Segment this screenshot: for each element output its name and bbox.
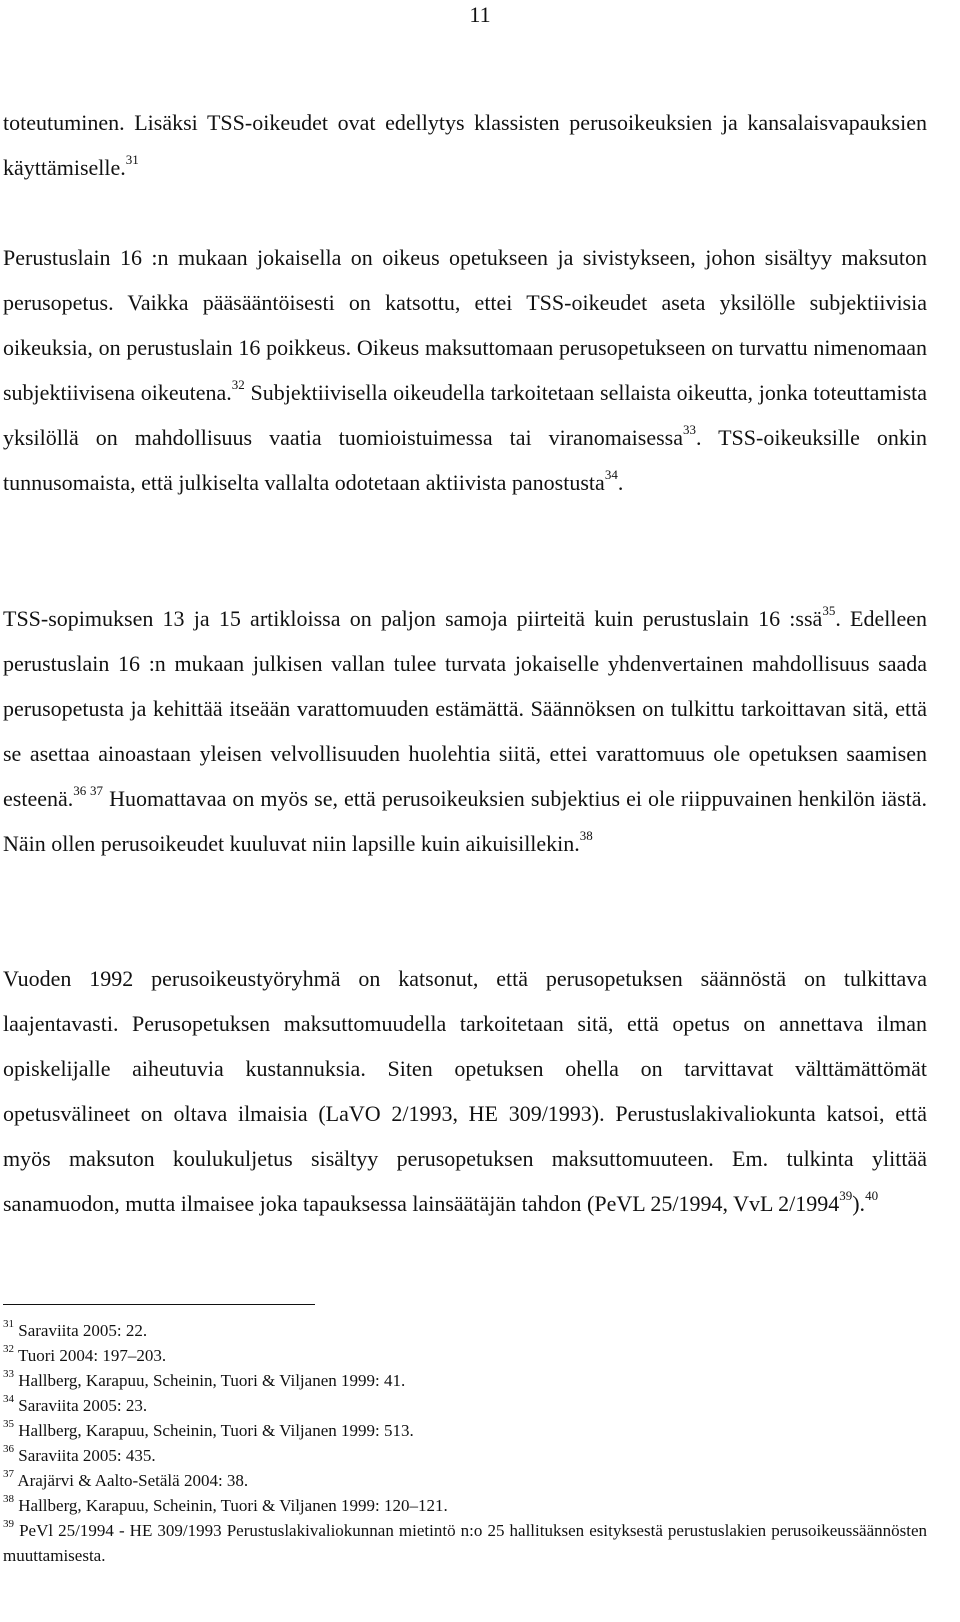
text-run: .: [617, 470, 624, 495]
footnote-reference: 32: [231, 376, 245, 392]
paragraph-text: [3, 235, 927, 505]
footnote: [3, 1443, 927, 1468]
body-paragraph: [3, 596, 927, 866]
footnote-reference: 38: [579, 827, 593, 843]
text-run: toteutuminen. Lisäksi TSS-oikeudet ovat edellytys klassisten perusoikeuksien ja kansalaisvapauksien käyttämiselle.: [3, 110, 927, 180]
footnote-number: 34: [3, 1393, 14, 1406]
footnote-reference: 31: [125, 151, 139, 167]
footnote-separator: [3, 1304, 315, 1305]
text-run: . TSS-oikeuksille onkin tunnusomaista, että julkiselta vallalta odotetaan aktiivista panostusta: [3, 425, 927, 495]
footnote-reference: 36 37: [73, 782, 104, 798]
footnote-number: 36: [3, 1443, 14, 1456]
footnote-number: 31: [3, 1318, 14, 1331]
footnote-reference: 34: [604, 466, 618, 482]
body-paragraph: [3, 100, 927, 190]
footnote-text: Arajärvi & Aalto-Setälä 2004: 38.: [17, 1471, 249, 1490]
body-paragraph: [3, 956, 927, 1226]
paragraph-text: [3, 956, 927, 1226]
footnote-reference: 35: [822, 602, 836, 618]
text-run: . Edelleen perustuslain 16 :n mukaan julkisen vallan tulee turvata jokaiselle yhdenvertainen mahdollisuus saada perusopetusta ja kehittää itseään varattomuuden estämättä. Säännöksen on tulkittu tarkoittavan sitä, että se asettaa ainoastaan yleisen velvollisuuden huolehtia siitä, ettei varattomuus ole opetuksen saamisen esteenä.: [3, 606, 927, 811]
footnote-number: 33: [3, 1368, 14, 1381]
text-run: Vuoden 1992 perusoikeustyöryhmä on katsonut, että perusopetuksen säännöstä on tulkittava laajentavasti. Perusopetuksen maksuttomuudella tarkoitetaan sitä, että opetus on annettava ilman opiskelijalle aiheutuvia kustannuksia. Siten opetuksen ohella on tarvittavat välttämättömät opetusvälineet on oltava ilmaisia (LaVO 2/1993, HE 309/1993). Perustuslakivaliokunta katsoi, että myös maksuton koulukuljetus sisältyy perusopetuksen maksuttomuuteen. Em. tulkinta ylittää sanamuodon, mutta ilmaisee joka tapauksessa lainsäätäjän tahdon (PeVL 25/1994, VvL 2/1994: [3, 966, 927, 1216]
footnote: [3, 1318, 927, 1343]
footnote-text: Hallberg, Karapuu, Scheinin, Tuori & Viljanen 1999: 513.: [18, 1421, 414, 1440]
footnote-reference: 33: [683, 421, 697, 437]
body-paragraph: [3, 235, 927, 505]
footnote: [3, 1468, 927, 1493]
paragraph-text: [3, 100, 927, 190]
footnote-text: Saraviita 2005: 23.: [18, 1396, 148, 1415]
paragraph-text: [3, 596, 927, 866]
footnote-number: 32: [3, 1343, 14, 1356]
text-run: Subjektiivisella oikeudella tarkoitetaan sellaista oikeutta, jonka toteuttamista yksilöllä on mahdollisuus vaatia tuomioistuimessa tai viranomaisessa: [3, 380, 928, 450]
footnote: [3, 1493, 927, 1518]
footnote: [3, 1518, 927, 1568]
footnote: [3, 1418, 927, 1443]
text-run: Perustuslain 16 :n mukaan jokaisella on oikeus opetukseen ja sivistykseen, johon sisältyy maksuton perusopetus. Vaikka pääsääntöisesti on katsottu, ettei TSS-oikeudet aseta yksilölle subjektiivisia oikeuksia, on perustuslain 16 poikkeus. Oikeus maksuttomaan perusopetukseen on turvattu nimenomaan subjektiivisena oikeutena.: [3, 245, 927, 405]
text-run: Huomattavaa on myös se, että perusoikeuksien subjektius ei ole riippuvainen henkilön iästä. Näin ollen perusoikeudet kuuluvat niin lapsille kuin aikuisillekin.: [3, 786, 928, 856]
footnote-text: Hallberg, Karapuu, Scheinin, Tuori & Viljanen 1999: 41.: [18, 1371, 406, 1390]
page-number: 11: [469, 2, 491, 27]
footnote-reference: 39: [839, 1187, 853, 1203]
footnote-text: PeVl 25/1994 - HE 309/1993 Perustuslakivaliokunnan mietintö n:o 25 hallituksen esityksestä perustuslakien perusoikeussäännösten muuttamisesta.: [3, 1521, 928, 1565]
footnotes: [3, 1318, 927, 1568]
footnote: [3, 1393, 927, 1418]
footnote-number: 37: [3, 1468, 14, 1481]
footnote-number: 35: [3, 1418, 14, 1431]
footnote: [3, 1343, 927, 1368]
footnote-reference: 40: [865, 1187, 879, 1203]
text-run: ).: [852, 1191, 866, 1216]
footnote-number: 39: [3, 1518, 14, 1531]
footnote-text: Hallberg, Karapuu, Scheinin, Tuori & Viljanen 1999: 120–121.: [18, 1496, 448, 1515]
text-run: TSS-sopimuksen 13 ja 15 artikloissa on paljon samoja piirteitä kuin perustuslain 16 :ssä: [3, 606, 823, 631]
footnote-text: Tuori 2004: 197–203.: [17, 1346, 167, 1365]
footnote: [3, 1368, 927, 1393]
footnote-number: 38: [3, 1493, 14, 1506]
footnote-text: Saraviita 2005: 22.: [18, 1321, 148, 1340]
footnote-text: Saraviita 2005: 435.: [18, 1446, 156, 1465]
